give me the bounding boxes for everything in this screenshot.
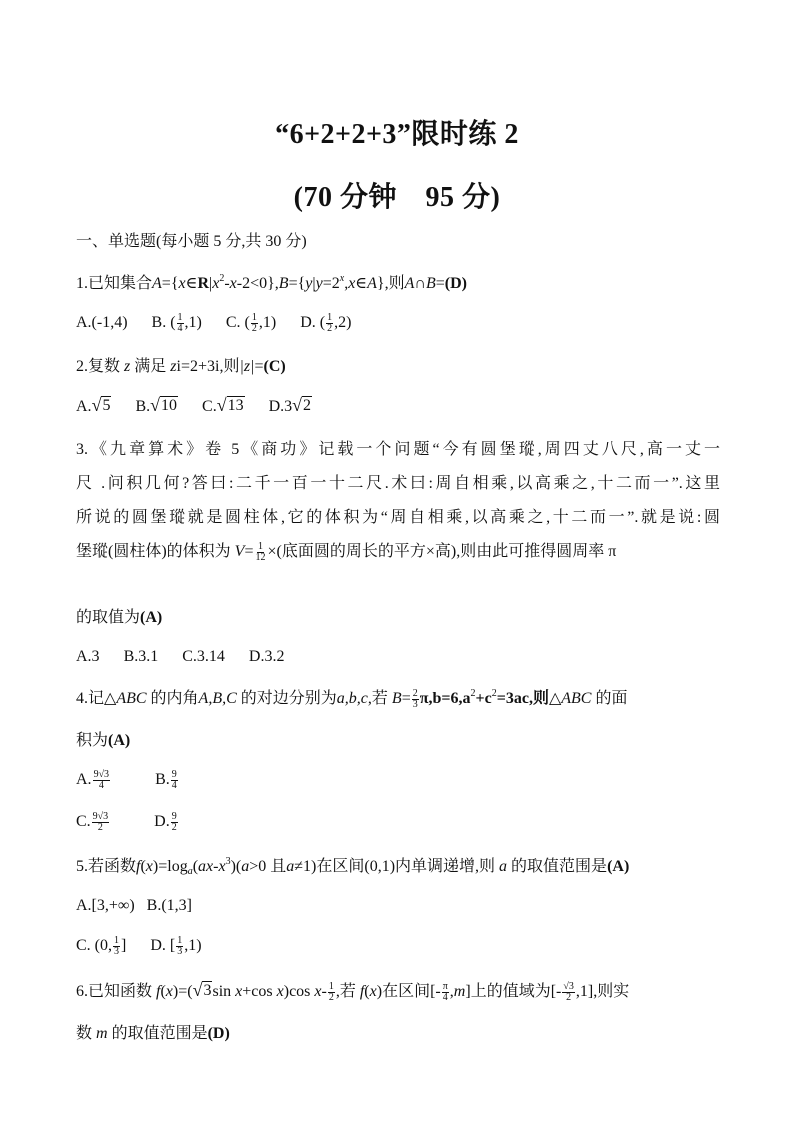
answer-6: (D) xyxy=(207,1025,230,1042)
fraction xyxy=(177,313,184,334)
math-text: 2 xyxy=(470,688,476,700)
math-text: 积为 xyxy=(76,732,109,749)
math-text: A. xyxy=(76,398,92,415)
math-text: 的对边分别为 xyxy=(236,690,337,708)
fraction xyxy=(113,936,120,957)
fraction-denominator: 4 xyxy=(177,323,183,334)
math-text: ( xyxy=(160,983,166,1000)
math-text: C. (0, xyxy=(76,937,112,955)
fraction-numerator: π xyxy=(442,980,448,992)
math-text: x xyxy=(178,275,186,292)
math-text: ∈ xyxy=(185,275,198,292)
question-3-line-5 xyxy=(76,608,720,628)
fraction-denominator: 4 xyxy=(171,780,177,791)
fraction xyxy=(562,982,575,1003)
page-title: “6+2+2+3”限时练 2 xyxy=(275,119,519,150)
math-text: x xyxy=(229,275,237,292)
math-text: )=( xyxy=(172,983,193,1000)
math-text: f xyxy=(136,858,141,875)
math-text: = xyxy=(254,358,264,375)
option-4a xyxy=(76,770,111,791)
math-text: i=2+3i,则 xyxy=(176,358,240,375)
option-5c xyxy=(76,936,126,957)
math-text: m xyxy=(96,1025,108,1042)
math-text: },则 xyxy=(376,275,405,292)
math-text: B xyxy=(391,690,402,708)
math-text: , xyxy=(344,275,349,292)
math-text: 的内角 xyxy=(146,690,199,708)
math-text: +cos xyxy=(242,983,277,1000)
fraction-denominator: 2 xyxy=(97,822,103,833)
option-4b xyxy=(155,770,179,791)
math-text: 2.复数 xyxy=(76,358,125,375)
math-text: ,1) xyxy=(184,314,202,332)
fraction xyxy=(328,982,335,1003)
math-text: | xyxy=(312,275,316,292)
math-text: A xyxy=(404,275,415,292)
question-1-options xyxy=(76,313,720,334)
radical-sign: √ xyxy=(91,395,102,415)
radicand: 13 xyxy=(227,397,244,414)
math-text: V xyxy=(234,543,245,561)
math-text: ( xyxy=(140,858,146,875)
square-root xyxy=(193,981,213,999)
math-text: 5.若函数 xyxy=(76,858,137,875)
math-text: π,b=6,a xyxy=(419,690,471,708)
math-text: B. xyxy=(155,771,170,789)
question-6-line-1 xyxy=(76,981,720,1003)
math-text: x xyxy=(348,275,356,292)
option-1c xyxy=(226,313,276,334)
math-text: C. ( xyxy=(225,314,250,332)
math-text: y xyxy=(315,275,323,292)
math-text: ABC xyxy=(561,690,592,708)
question-5-options-row-2 xyxy=(76,936,720,957)
question-3-line-2: 尺 .问积几何?答曰:二千一百一十二尺.术曰:周自相乘,以高乘之,十二而一”.这里 xyxy=(76,475,720,492)
radical-sign: √ xyxy=(192,980,203,1000)
math-text: 2 xyxy=(219,273,225,284)
math-text: =3ac,则△ xyxy=(496,690,562,708)
question-3-line-4 xyxy=(76,542,720,563)
question-2-options xyxy=(76,396,720,417)
question-5-stem xyxy=(76,857,720,877)
math-text: x xyxy=(145,858,153,875)
radicand: 5 xyxy=(102,397,111,414)
answer-1: (D) xyxy=(444,275,467,292)
fraction-numerator: 1 xyxy=(327,312,333,323)
question-4-options-row-2 xyxy=(76,812,720,833)
math-text: ∩ xyxy=(414,275,426,292)
question-3-line-1: 3.《九章算术》卷 5《商功》记载一个问题“今有圆堡瑽,周四丈八尺,高一丈一 xyxy=(76,441,720,458)
math-text: >0 且 xyxy=(249,858,287,875)
math-text: 4.记△ xyxy=(76,690,117,708)
math-text: B. xyxy=(135,398,151,415)
math-text: ]上的值域为[- xyxy=(465,983,562,1000)
math-text: B. ( xyxy=(151,314,176,332)
math-text: - xyxy=(224,275,230,292)
option-5b: B.(1,3] xyxy=(146,897,192,914)
math-text: = xyxy=(244,543,254,561)
fraction-numerator: 9√3 xyxy=(92,811,109,822)
option-4c xyxy=(76,812,110,833)
math-text: -2<0}, xyxy=(236,275,279,292)
math-text: ∈ xyxy=(355,275,368,292)
fraction xyxy=(93,770,111,791)
option-3d: D.3.2 xyxy=(248,648,285,665)
option-3a: A.3 xyxy=(76,648,100,665)
math-text: ,1) xyxy=(184,937,202,955)
fraction xyxy=(326,313,333,334)
fraction-numerator: 1 xyxy=(328,980,334,992)
math-text: A. xyxy=(76,771,92,789)
fraction-denominator: 2 xyxy=(566,991,572,1003)
fraction-denominator: 2 xyxy=(327,323,333,334)
square-root xyxy=(292,396,312,414)
math-text: +c xyxy=(475,690,492,708)
fraction-numerator: 1 xyxy=(114,935,119,946)
math-text: ( xyxy=(364,983,370,1000)
option-4d xyxy=(154,812,179,833)
fraction xyxy=(92,812,110,833)
fraction xyxy=(171,812,178,833)
math-text: x xyxy=(314,983,322,1000)
math-text: x xyxy=(212,275,220,292)
math-text: D. xyxy=(154,813,170,831)
fraction-denominator: 4 xyxy=(442,991,448,1003)
fraction-numerator: 1 xyxy=(177,935,183,946)
radicand: 10 xyxy=(161,397,178,414)
radicand: 3 xyxy=(203,982,212,999)
math-text: - xyxy=(321,983,327,1000)
math-text: x xyxy=(235,983,243,1000)
answer-5: (A) xyxy=(607,858,630,875)
square-root xyxy=(217,396,245,414)
fraction-numerator: 1 xyxy=(251,312,257,323)
math-text: 堡瑽(圆柱体)的体积为 xyxy=(76,543,235,561)
math-text: f xyxy=(156,983,161,1000)
question-5-options-row-1 xyxy=(76,896,720,916)
math-text: , xyxy=(449,983,454,1000)
math-text: ={ xyxy=(161,275,179,292)
fraction-numerator: 9√3 xyxy=(93,769,110,780)
fraction-denominator: 3 xyxy=(177,946,183,957)
fraction-denominator: 3 xyxy=(114,946,119,957)
math-text: =2 xyxy=(322,275,340,292)
math-text: x xyxy=(369,983,377,1000)
option-5d xyxy=(150,936,201,957)
option-2a xyxy=(76,396,111,417)
radical-sign: √ xyxy=(216,395,227,415)
math-text: 的取值范围是 xyxy=(507,858,608,875)
math-text: B xyxy=(425,275,436,292)
math-text: = xyxy=(435,275,445,292)
fraction-denominator: 2 xyxy=(171,822,177,833)
fraction xyxy=(412,689,419,710)
question-3-options xyxy=(76,647,720,667)
math-text: y xyxy=(305,275,313,292)
answer-2: (C) xyxy=(263,358,286,375)
option-2d xyxy=(269,396,312,417)
fraction-denominator: 12 xyxy=(255,552,266,563)
question-4-line-2 xyxy=(76,731,720,751)
question-1-stem xyxy=(76,274,720,294)
math-text: ≠1)在区间(0,1)内单调递增,则 xyxy=(294,858,500,875)
math-text: ABC xyxy=(116,690,147,708)
fraction-denominator: 4 xyxy=(98,780,104,791)
fraction xyxy=(442,982,449,1003)
fraction xyxy=(254,542,266,563)
option-1d xyxy=(300,313,351,334)
fraction-numerator: 2 xyxy=(412,688,418,699)
math-text: A,B,C xyxy=(198,690,237,708)
math-text: )cos xyxy=(283,983,315,1000)
math-text: D. [ xyxy=(150,937,176,955)
answer-3: (A) xyxy=(140,609,163,626)
fraction-numerator: 9 xyxy=(171,769,177,780)
radical-sign: √ xyxy=(292,395,303,415)
math-text: B xyxy=(278,275,289,292)
math-text: 6.已知函数 xyxy=(76,983,157,1000)
option-1a: A.(-1,4) xyxy=(76,314,128,332)
math-text: - xyxy=(213,858,219,875)
option-3c: C.3.14 xyxy=(182,648,225,665)
fraction-numerator: √3 xyxy=(563,980,574,992)
math-text: |z| xyxy=(239,358,255,375)
fraction-denominator: 2 xyxy=(251,323,257,334)
math-text: ,1) xyxy=(258,314,277,332)
math-text: x xyxy=(276,983,284,1000)
math-text: 的取值范围是 xyxy=(107,1025,208,1042)
math-text: ,1],则实 xyxy=(575,983,630,1000)
math-text: ×(底面圆的周长的平方×高),则由此可推得圆周率 π xyxy=(267,543,617,561)
math-text: a,b,c xyxy=(336,690,368,708)
option-1b xyxy=(152,313,202,334)
option-3b: B.3.1 xyxy=(123,648,159,665)
math-text: 3 xyxy=(225,856,231,867)
question-2-stem xyxy=(76,357,720,377)
radical-sign: √ xyxy=(150,395,161,415)
math-text: ,若 xyxy=(335,983,360,1000)
math-text: )=log xyxy=(152,858,188,875)
fraction-numerator: 1 xyxy=(257,541,263,552)
square-root xyxy=(92,396,112,414)
math-text: ( xyxy=(192,858,199,875)
math-text: a xyxy=(286,858,295,875)
math-text: 1.已知集合 xyxy=(76,275,153,292)
question-6-line-2 xyxy=(76,1024,720,1044)
math-text: sin xyxy=(212,983,236,1000)
fraction xyxy=(171,770,178,791)
math-text: A xyxy=(152,275,162,292)
math-text: ={ xyxy=(288,275,306,292)
math-text: ax xyxy=(198,858,214,875)
math-text: 2 xyxy=(491,688,497,700)
math-text: ,2) xyxy=(334,314,352,332)
section-heading: 一、单选题(每小题 5 分,共 30 分) xyxy=(76,233,307,250)
option-2b xyxy=(135,396,178,417)
math-text: x xyxy=(165,983,173,1000)
math-text: C. xyxy=(202,398,217,415)
math-text: 满足 xyxy=(130,358,171,375)
math-text: D. ( xyxy=(300,314,326,332)
question-4-options-row-1 xyxy=(76,770,720,791)
math-text: a xyxy=(241,858,250,875)
question-3-line-3: 所说的圆堡瑽就是圆柱体,它的体积为“周自相乘,以高乘之,十二而一”.就是说:圆 xyxy=(76,509,720,526)
math-text: )( xyxy=(230,858,242,875)
math-text: | xyxy=(209,275,213,292)
question-4-line-1 xyxy=(76,689,720,710)
fraction xyxy=(176,936,183,957)
fraction-denominator: 2 xyxy=(328,991,334,1003)
math-text: ,若 xyxy=(367,690,392,708)
math-text: ] xyxy=(121,937,127,955)
square-root xyxy=(150,396,178,414)
math-text: = xyxy=(401,690,411,708)
math-text: a xyxy=(499,858,508,875)
math-text: x xyxy=(339,273,345,284)
math-text: z xyxy=(124,358,131,375)
radicand: 2 xyxy=(303,397,312,414)
answer-4: (A) xyxy=(108,732,131,749)
math-text: z xyxy=(170,358,177,375)
math-text: 的取值为 xyxy=(76,609,141,626)
math-text: 数 xyxy=(76,1025,97,1042)
page-subtitle: (70 分钟 95 分) xyxy=(293,182,501,213)
option-2c xyxy=(202,396,245,417)
math-text: R xyxy=(197,275,210,292)
math-text: f xyxy=(359,983,365,1000)
math-text: D.3 xyxy=(268,398,293,415)
fraction-numerator: 9 xyxy=(171,811,177,822)
math-text: )在区间[- xyxy=(376,983,441,1000)
math-text: A xyxy=(367,275,377,292)
math-text: 的面 xyxy=(591,690,628,708)
fraction xyxy=(251,313,258,334)
math-text: C. xyxy=(76,813,91,831)
option-5a: A.[3,+∞) xyxy=(76,897,135,914)
math-text: a xyxy=(187,866,193,877)
math-text: x xyxy=(218,858,226,875)
fraction-numerator: 1 xyxy=(177,312,183,323)
fraction-denominator: 3 xyxy=(412,699,418,710)
math-text: m xyxy=(453,983,466,1000)
